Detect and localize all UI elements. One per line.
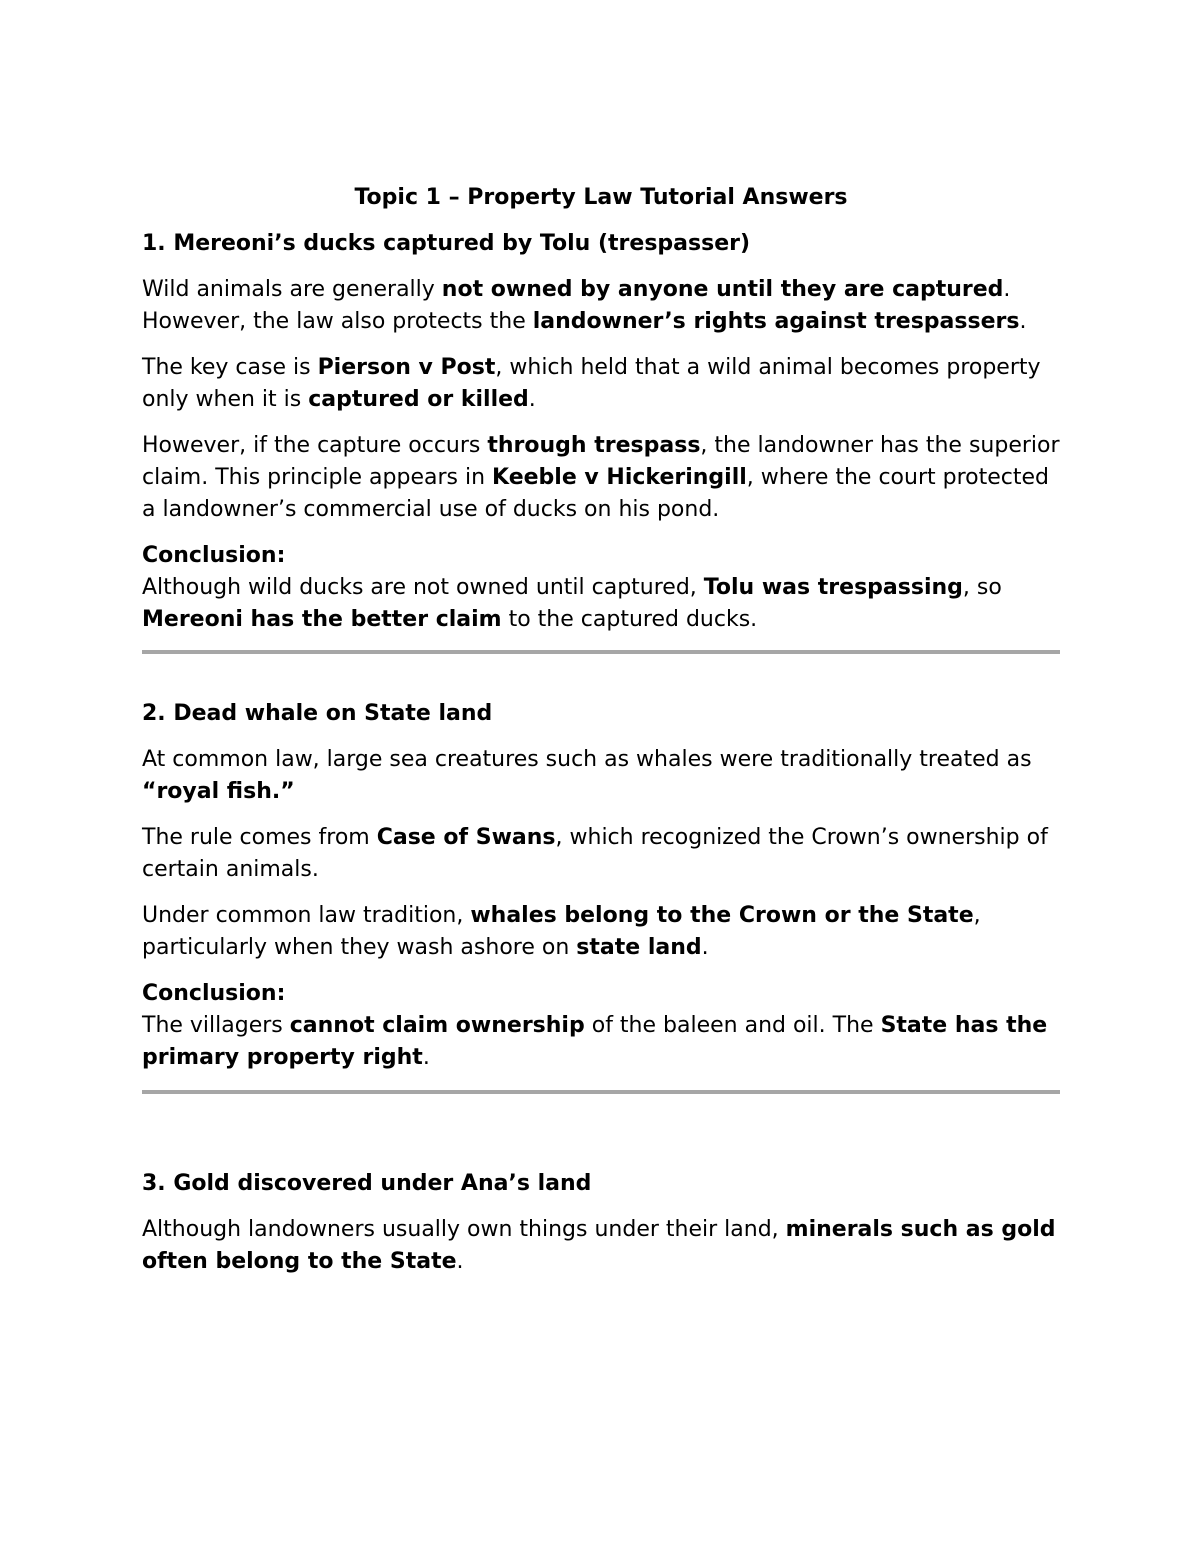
section-1-paragraph-1 [142,274,1060,338]
bold-text: Tolu was trespassing [703,575,963,600]
text: . [456,1249,464,1274]
case-name: Keeble v Hickeringill [492,465,747,490]
text: . However, the law also protects the [142,277,1011,334]
case-name: Case of Swans [376,825,556,850]
section-1 [142,228,1060,636]
section-1-conclusion [142,540,1060,636]
bold-text: whales belong to the Crown or the State [470,903,974,928]
section-3-paragraph-1 [142,1214,1060,1278]
text: , particularly when they wash ashore on [142,903,981,960]
document-title: Topic 1 – Property Law Tutorial Answers [354,185,848,210]
bold-text: through trespass [487,433,701,458]
bold-text: landowner’s rights against trespassers [532,309,1020,334]
conclusion-label: Conclusion: [142,981,286,1006]
text: , where the court protected a landowner’s commercial use of ducks on his pond. [142,465,1049,522]
text: At common law, large sea creatures such as whales were traditionally treated as [142,747,1032,772]
bold-text: not owned by anyone until they are captured [441,277,1004,302]
text: , which recognized the Crown’s ownership of certain animals. [142,825,1048,882]
text: Although wild ducks are not owned until captured, [142,575,704,600]
bold-text: minerals such as gold often belong to the State [142,1217,1056,1274]
case-name: Pierson v Post [317,355,496,380]
section-1-paragraph-2 [142,352,1060,416]
document-page [142,182,1060,1292]
text: of the baleen and oil. The [584,1013,881,1038]
section-3-heading: 3. Gold discovered under Ana’s land [142,1171,592,1196]
section-1-heading: 1. Mereoni’s ducks captured by Tolu (trespasser) [142,231,751,256]
bold-text: captured or killed [308,387,529,412]
bold-text: cannot claim ownership [289,1013,585,1038]
section-2-paragraph-1 [142,744,1060,808]
section-2-heading: 2. Dead whale on State land [142,701,493,726]
text: However, if the capture occurs [142,433,488,458]
text: , so [962,575,1002,600]
conclusion-label: Conclusion: [142,543,286,568]
text: Wild animals are generally [142,277,442,302]
text: . [528,387,536,412]
section-2 [142,698,1060,1074]
section-3 [142,1168,1060,1278]
text: . [422,1045,430,1070]
text: The key case is [142,355,318,380]
horizontal-divider [142,650,1060,654]
bold-text: State has the primary property right [142,1013,1048,1070]
text: Although landowners usually own things under their land, [142,1217,786,1242]
bold-text: Mereoni has the better claim [142,607,502,632]
text: Under common law tradition, [142,903,471,928]
section-2-conclusion [142,978,1060,1074]
text: . [701,935,709,960]
text: The villagers [142,1013,290,1038]
text: The rule comes from [142,825,377,850]
text: . [1019,309,1027,334]
text: , the landowner has the superior claim. This principle appears in [142,433,1060,490]
section-1-paragraph-3 [142,430,1060,526]
section-2-paragraph-3 [142,900,1060,964]
bold-text: “royal fish.” [142,779,295,804]
bold-text: state land [576,935,702,960]
text: to the captured ducks. [501,607,758,632]
horizontal-divider [142,1090,1060,1094]
section-2-paragraph-2 [142,822,1060,886]
text: , which held that a wild animal becomes property only when it is [142,355,1041,412]
